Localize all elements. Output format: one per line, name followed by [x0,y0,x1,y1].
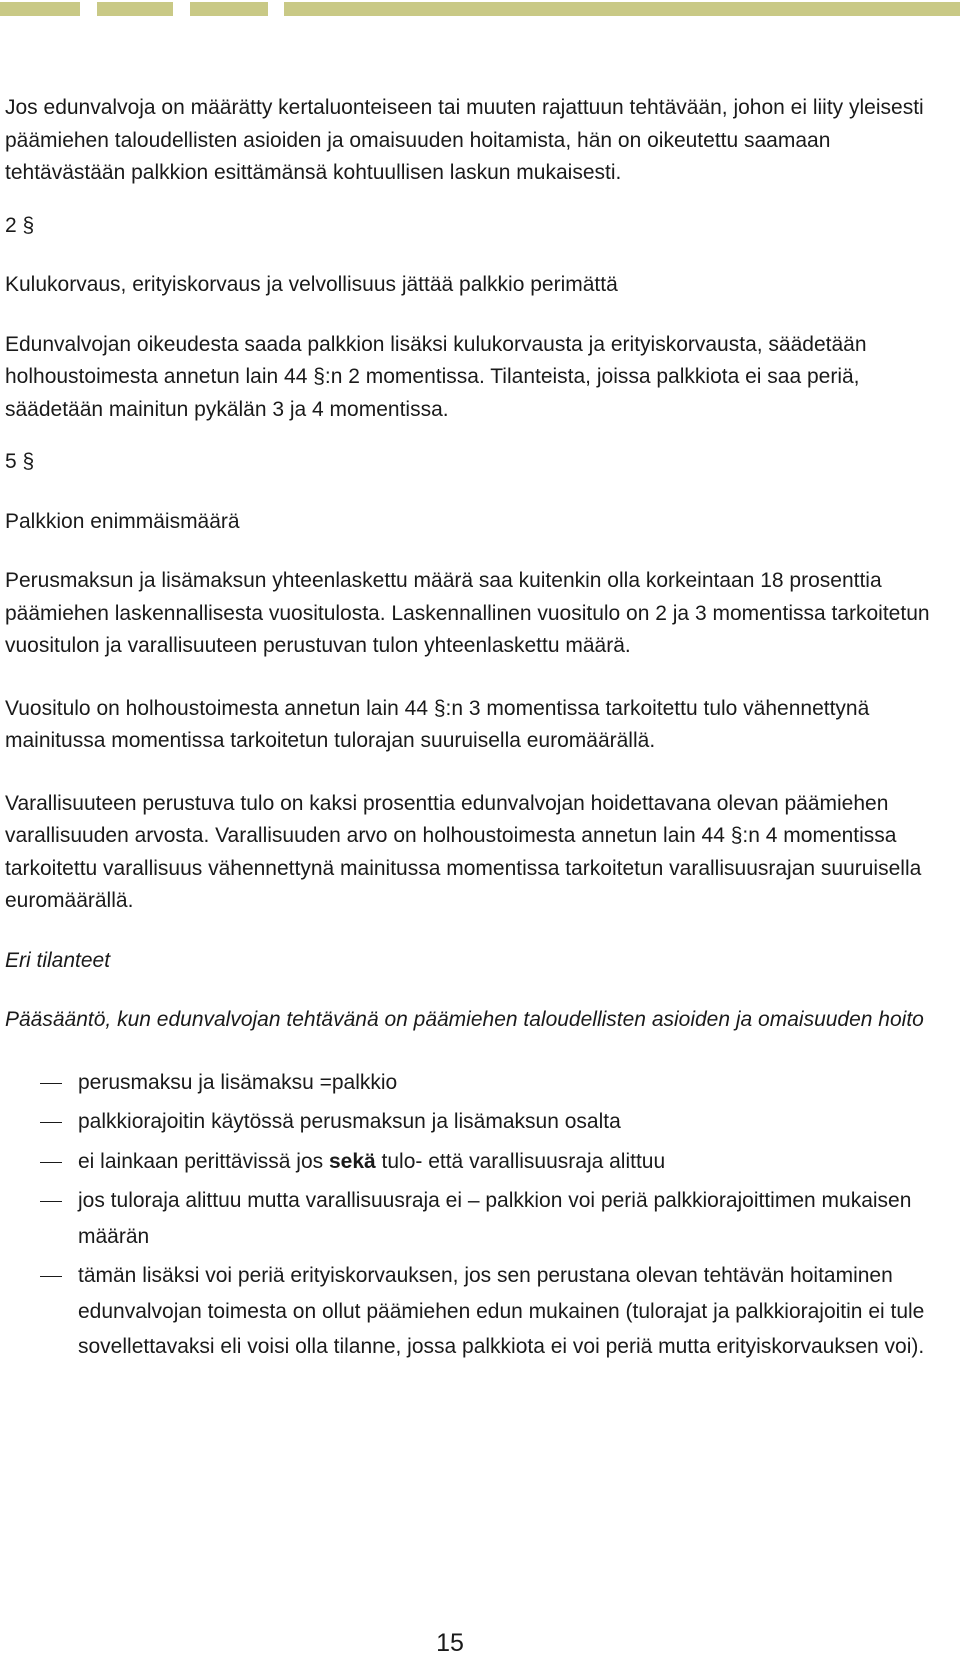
list-item-text-start: ei lainkaan perittävissä jos [78,1149,329,1173]
list-item [5,1258,953,1365]
document-body [5,92,953,1386]
section-title: Palkkion enimmäismäärä [5,509,240,533]
dash-bullet-icon [40,1201,62,1202]
list-item-text-end: tulo- että varallisuusraja alittuu [375,1149,666,1173]
section-paragraph: Perusmaksun ja lisämaksun yhteenlaskettu määrä saa kuitenkin olla korkeintaan 18 prosenttia päämiehen laskennallisesta vuositulosta. Laskennallinen vuositulo on 2 ja 3 momentissa tarkoitetun vuositulon ja varallisuuteen perustuvan tulon yhteenlaskettu määrä. [5,569,930,657]
dash-bullet-icon [40,1276,62,1277]
bullet-list [5,1065,953,1365]
dash-bullet-icon [40,1083,62,1084]
subheading: Eri tilanteet [5,948,111,972]
list-item-text: perusmaksu ja lisämaksu =palkkio [78,1070,398,1094]
list-item [5,1144,953,1180]
list-item-text: palkkiorajoitin käytössä perusmaksun ja lisämaksun osalta [78,1110,621,1133]
list-item [5,1065,953,1101]
section-number: 2 § [5,213,35,237]
dash-bullet-icon [40,1162,62,1163]
header-decoration [0,2,960,16]
header-bar [190,2,268,16]
paragraph-intro: Jos edunvalvoja on määrätty kertaluonteiseen tai muuten rajattuun tehtävään, johon ei liity yleisesti päämiehen taloudellisten asioiden ja omaisuuden hoitamista, hän on oikeutettu saamaan tehtävästään palkkion esittämänsä kohtuullisen laskun mukaisesti. [5,96,924,184]
page-number: 15 [436,1629,464,1657]
list-item-text: jos tuloraja alittuu mutta varallisuusraja ei – palkkion voi periä palkkiorajoittimen mukaisen määrän [78,1189,912,1248]
section-title: Kulukorvaus, erityiskorvaus ja velvollisuus jättää palkkio perimättä [5,273,618,296]
list-item-text: tämän lisäksi voi periä erityiskorvauksen, jos sen perustana olevan tehtävän hoitaminen edunvalvojan toimesta on ollut päämiehen edun mukainen (tulorajat ja palkkiorajoitin ei tule sovellettavaksi eli voisi olla tilanne, jossa palkkiota ei voi periä mutta erityiskorvauksen voi). [78,1264,925,1358]
header-bar [284,2,960,16]
section-paragraph: Edunvalvojan oikeudesta saada palkkion lisäksi kulukorvausta ja erityiskorvausta, säädetään holhoustoimesta annetun lain 44 §:n 2 momentissa. Tilanteista, joissa palkkiota ei saa periä, säädetään mainitun pykälän 3 ja 4 momentissa. [5,332,867,421]
section-paragraph: Varallisuuteen perustuva tulo on kaksi prosenttia edunvalvojan hoidettavana olevan päämiehen varallisuuden arvosta. Varallisuuden arvo on holhoustoimesta annetun lain 44 §:n 4 momentissa tarkoitettu varallisuus vähennettynä mainitussa momentissa tarkoitetun varallisuusrajan suuruisella euromäärällä. [5,791,922,912]
list-item [5,1183,953,1254]
section-paragraph: Vuositulo on holhoustoimesta annetun lain 44 §:n 3 momentissa tarkoitettu tulo vähennettynä mainitussa momentissa tarkoitetun tulorajan suuruisella euromäärällä. [5,696,870,752]
header-bar [97,2,173,16]
list-item-emphasis: sekä [328,1149,376,1173]
list-item [5,1104,953,1140]
dash-bullet-icon [40,1122,62,1123]
section-number: 5 § [5,450,35,473]
header-bar [0,2,80,16]
subheading: Pääsääntö, kun edunvalvojan tehtävänä on päämiehen taloudellisten asioiden ja omaisuuden hoito [5,1008,924,1031]
